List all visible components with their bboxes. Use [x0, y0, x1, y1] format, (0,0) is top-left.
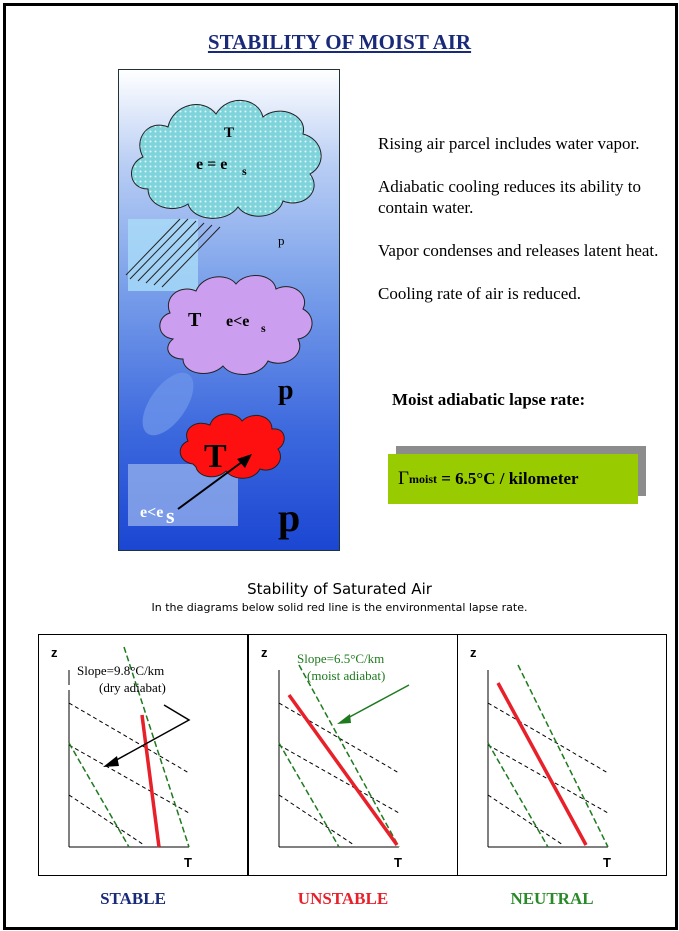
saturated-title: Stability of Saturated Air: [247, 580, 432, 598]
lapse-rate-box: [388, 454, 638, 504]
slope-note-sub: (moist adiabat): [307, 668, 386, 683]
page-title: STABILITY OF MOIST AIR: [207, 30, 472, 54]
slope-note: Slope=6.5°C/km: [297, 651, 385, 666]
caption-neutral: NEUTRAL: [510, 889, 594, 908]
bottom-cloud-e-sub: s: [166, 503, 175, 528]
top-cloud-T: T: [224, 125, 235, 141]
saturated-subtitle: In the diagrams below solid red line is the environmental lapse rate.: [151, 601, 528, 614]
bullet-item: Adiabatic cooling reduces its ability to contain water.: [378, 177, 641, 217]
slope-note: Slope=9.8°C/km: [77, 663, 165, 678]
mid-p: p: [278, 233, 285, 248]
z-label: z: [51, 645, 58, 660]
bullet-item: Cooling rate of air is reduced.: [378, 284, 581, 303]
t-label: T: [184, 855, 192, 870]
mid-cloud-T: T: [188, 309, 202, 331]
moist-label: Moist adiabatic lapse rate:: [392, 390, 586, 409]
caption-unstable: UNSTABLE: [297, 889, 389, 908]
diagram-unstable: [248, 634, 458, 876]
diagram-stable: [38, 634, 248, 876]
mid-cloud-e: e<e: [226, 313, 250, 330]
bullet-item: Rising air parcel includes water vapor.: [378, 134, 640, 153]
caption-stable: STABLE: [100, 889, 166, 908]
gamma-symbol: Γ: [398, 468, 409, 489]
t-label: T: [603, 855, 611, 870]
top-cloud-e-sub: s: [242, 164, 247, 178]
bullet-list: [378, 133, 668, 326]
parcel-illustration: [118, 69, 338, 549]
slope-note-sub: (dry adiabat): [99, 680, 166, 695]
diagram-neutral: [457, 634, 667, 876]
mid-cloud-p: p: [278, 375, 294, 406]
z-label: z: [261, 645, 268, 660]
z-label: z: [470, 645, 477, 660]
bottom-cloud-p: p: [278, 495, 301, 540]
t-label: T: [394, 855, 402, 870]
mid-cloud-e-sub: s: [261, 321, 266, 335]
gamma-sub: moist: [408, 471, 437, 486]
bottom-cloud-e: e<e: [140, 504, 164, 521]
bottom-cloud-T: T: [204, 438, 227, 475]
bullet-item: Vapor condenses and releases latent heat.: [378, 241, 659, 260]
top-cloud-e: e = e: [196, 156, 228, 173]
lapse-value: = 6.5°C / kilometer: [441, 469, 579, 488]
